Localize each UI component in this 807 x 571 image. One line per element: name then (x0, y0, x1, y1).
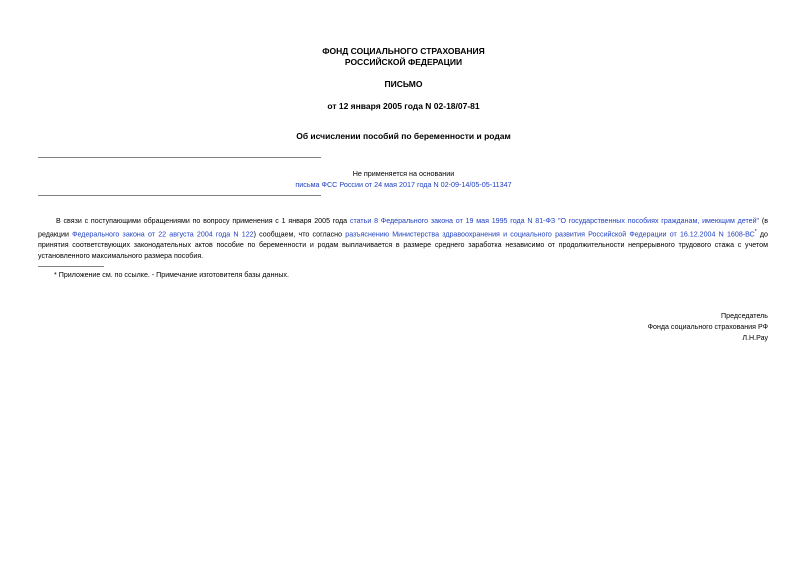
footnote-divider (38, 266, 104, 267)
notice-text: Не применяется на основании (352, 169, 455, 178)
ministry-clarification-link[interactable]: разъяснению Министерства здравоохранения и социального развития Российской Федерации от 16.12.2004 N 1608-ВС (345, 230, 755, 239)
org-name-line2: РОССИЙСКОЙ ФЕДЕРАЦИИ (344, 57, 463, 67)
body-text-4: до принятия соответствующих законодательных актов пособие по беременности и родам выплачивается в размере среднего заработка независимо от продолжительности непрерывного трудового стажа с учетом установленного максимального размера пособия. (38, 230, 768, 261)
body-text-3: ) сообщаем, что согласно (253, 230, 346, 239)
divider-top (38, 157, 321, 158)
footnote-mark: * (754, 229, 757, 235)
notice-link[interactable]: письма ФСС России от 24 мая 2017 года N 02-09-14/05-05-11347 (295, 180, 512, 189)
federal-law-122-link[interactable]: Федерального закона от 22 августа 2004 года N 122 (72, 230, 254, 239)
divider-bottom (38, 195, 321, 196)
body-text-2: (в редакции (38, 217, 768, 239)
notice-link-line (0, 179, 807, 190)
signatory-position: Председатель (721, 312, 768, 320)
org-name-line1: ФОНД СОЦИАЛЬНОГО СТРАХОВАНИЯ (322, 46, 485, 56)
signatory-organization: Фонда социального страхования РФ (647, 323, 768, 331)
document-subject: Об исчислении пособий по беременности и родам (296, 131, 511, 141)
federal-law-81fz-link[interactable]: статьи 8 Федерального закона от 19 мая 1995 года N 81-ФЗ "О государственных пособиях гражданам, имеющим детей" (349, 217, 760, 225)
signatory-name: Л.Н.Рау (742, 334, 768, 342)
document-date: от 12 января 2005 года N 02-18/07-81 (327, 101, 480, 111)
document-type: ПИСЬМО (384, 79, 423, 89)
body-paragraph (38, 216, 768, 262)
footnote-text: * Приложение см. по ссылке. - Примечание изготовителя базы данных. (54, 271, 289, 279)
body-text-1: В связи с поступающими обращениями по вопросу применения с 1 января 2005 года (56, 217, 350, 225)
